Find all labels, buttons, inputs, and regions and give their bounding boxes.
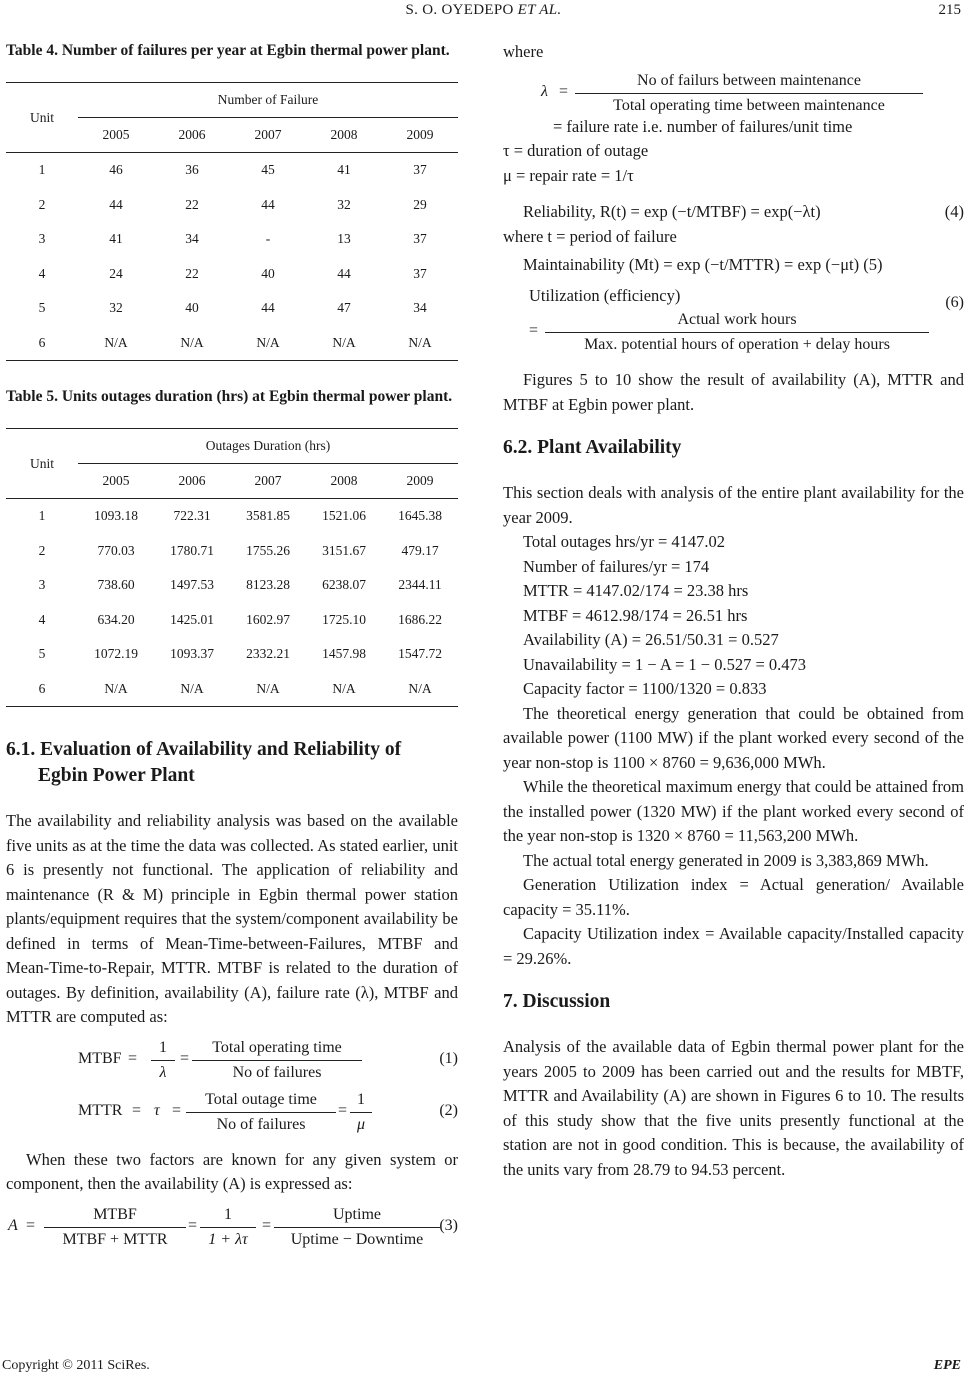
calc-line: MTBF = 4612.98/174 = 26.51 hrs [523, 605, 748, 625]
table5 [6, 428, 458, 707]
copyright-notice: Copyright © 2011 SciRes. [2, 1358, 150, 1373]
table-cell: 44 [261, 196, 275, 212]
table4-group-header: Number of Failure [78, 83, 458, 118]
table5-caption: Table 5. Units outages duration (hrs) at Egbin thermal power plant. [6, 388, 453, 405]
table-cell-unit: 6 [6, 672, 78, 707]
table-cell: N/A [306, 326, 382, 361]
section-6-1-paragraph: The availability and reliability analysis was based on the available five units as at the time the data was collected. As stated earlier, unit 6 is presently not functional. The application of reliability and maintenance (R & M) principle in Egbin thermal power station plants/equipment requires that the system/component availability be defined in terms of Mean-Time-between-Failures, MTBF and Mean-Time-to-Repair, MTTR. MTBF is related to the duration of outages. By definition, availability (A), failure rate (λ), MTBF and MTTR are computed as: [6, 811, 458, 1026]
eq3-fraction-1: MTBF MTBF + MTTR [44, 1205, 186, 1250]
table-cell: 738.60 [97, 577, 135, 593]
where-t-definition: where t = period of failure [503, 226, 677, 246]
table5-year-header: 2005 [78, 464, 154, 499]
eq2-number: (2) [439, 1101, 458, 1119]
table-cell-unit: 3 [38, 231, 46, 247]
calc-line: Unavailability = 1 − A = 1 − 0.527 = 0.473 [523, 654, 807, 674]
table-cell: 479.17 [401, 542, 439, 558]
lambda-definition: λ = No of failurs between maintenance Total operating time between maintenance [503, 71, 964, 115]
table-row [6, 257, 458, 292]
eq2-fraction-1: Total outage time No of failures [186, 1090, 336, 1135]
section-6-1-heading-cont: Egbin Power Plant [38, 765, 195, 786]
table-cell-unit: 5 [38, 300, 46, 316]
section-6-2-heading: 6.2. Plant Availability [503, 437, 682, 458]
table-cell: 44 [261, 300, 275, 316]
table4-year-header: 2005 [78, 118, 154, 153]
eq6-fraction: Actual work hours Max. potential hours of operation + delay hours [545, 310, 929, 355]
table-cell: 3581.85 [246, 508, 290, 524]
table-cell: 29 [413, 196, 427, 212]
table-cell: 13 [337, 231, 351, 247]
lambda-fraction: No of failurs between maintenance Total operating time between maintenance [575, 71, 923, 116]
table-cell-unit: 4 [38, 611, 46, 627]
table-cell: 22 [185, 196, 199, 212]
table-cell: - [265, 231, 271, 247]
table-cell-unit: 3 [38, 577, 46, 593]
table-cell: N/A [382, 326, 458, 361]
table-cell: 1755.26 [246, 542, 290, 558]
table-row [6, 222, 458, 257]
table-cell: 32 [337, 196, 351, 212]
table-cell: N/A [78, 672, 154, 707]
table-row [6, 568, 458, 603]
eq3-fraction-2: $\frac{1}{1 + \lambda\tau}$ [200, 1205, 256, 1250]
calc-line: Availability (A) = 26.51/50.31 = 0.527 [523, 630, 779, 649]
table-cell: 36 [185, 162, 199, 178]
table-cell: 44 [109, 196, 123, 212]
table-cell: N/A [306, 672, 382, 707]
table-cell: N/A [230, 326, 306, 361]
calc-line: Capacity factor = 1100/1320 = 0.833 [523, 679, 767, 698]
table-cell: 1497.53 [170, 577, 214, 593]
running-head-etal: ET AL. [517, 2, 562, 18]
table-cell: 2344.11 [398, 577, 442, 593]
paragraph-actual: The actual total energy generated in 2009 is 3,383,869 MWh. [523, 850, 929, 870]
table-cell-unit: 2 [38, 196, 46, 212]
table-row [6, 637, 458, 672]
table-cell: 1521.06 [322, 508, 366, 524]
table-cell: 8123.28 [246, 577, 290, 593]
eq1-fraction-2: Total operating time No of failures [192, 1038, 362, 1083]
table-cell: 1457.98 [322, 646, 366, 662]
table-cell: 1093.18 [94, 508, 138, 524]
table4 [6, 82, 458, 361]
table4-unit-header: Unit [6, 83, 78, 153]
failure-rate-definition: = failure rate i.e. number of failures/unit time [553, 116, 853, 136]
calc-line: Total outages hrs/yr = 4147.02 [523, 532, 725, 551]
calculation-list [503, 530, 964, 702]
eq6-number: (6) [945, 294, 964, 311]
table5-year-header: 2008 [306, 464, 382, 499]
paragraph-capacity-utilization: Capacity Utilization index = Available capacity/Installed capacity = 29.26%. [503, 924, 964, 968]
table-cell: 41 [337, 162, 351, 178]
table4-year-header: 2008 [306, 118, 382, 153]
table-cell: 37 [413, 265, 427, 281]
table-cell-unit: 5 [38, 646, 46, 662]
table-cell: N/A [78, 326, 154, 361]
table-cell: 45 [261, 162, 275, 178]
eq1-fraction-1: $\frac{1}{\lambda}$ [151, 1038, 175, 1083]
journal-abbreviation: EPE [933, 1358, 961, 1373]
table-cell: 1425.01 [170, 611, 214, 627]
running-head-author: S. O. OYEDEPO [405, 2, 514, 18]
table4-year-header: 2007 [230, 118, 306, 153]
table-cell: 1686.22 [398, 611, 442, 627]
table-cell: 47 [337, 300, 351, 316]
table-cell: 22 [185, 265, 199, 281]
mu-definition: μ = repair rate = 1/τ [503, 165, 634, 185]
table-row [6, 499, 458, 534]
table-cell: 1780.71 [170, 542, 214, 558]
tau-definition: τ = duration of outage [503, 141, 649, 160]
table-cell: 1547.72 [398, 646, 442, 662]
equation-3: A = MTBF MTBF + MTTR = $\frac{1}{1 + \lambda\tau}$ = Uptime Uptime − Downtime (3) [8, 1205, 458, 1248]
equation-1: MTBF = $\frac{1}{\lambda}$ = Total operating time No of failures (1) [78, 1038, 458, 1081]
where-label: where [503, 42, 544, 61]
table5-year-header: 2007 [230, 464, 306, 499]
table-cell: 44 [337, 265, 351, 281]
table5-unit-header: Unit [6, 429, 78, 499]
eq4-number: (4) [944, 202, 964, 221]
equation-5: Maintainability (Mt) = exp (−t/MTTR) = exp (−μt) (5) [523, 255, 883, 274]
table-cell: 24 [109, 265, 123, 281]
section-6-1-heading: 6.1. Evaluation of Availability and Reliability of [6, 739, 402, 760]
eq3-lhs: A [8, 1216, 18, 1234]
table-cell: 770.03 [97, 542, 135, 558]
equation-2: MTTR = τ = Total outage time No of failures = $\frac{1}{\mu}$ (2) [78, 1090, 458, 1133]
section-7-heading: 7. Discussion [503, 991, 611, 1012]
table-cell-unit: 1 [38, 508, 46, 524]
table-row [6, 672, 458, 707]
table-cell-unit: 1 [38, 162, 46, 178]
table-cell: 40 [185, 300, 199, 316]
table-cell: N/A [230, 672, 306, 707]
table-cell-unit: 6 [6, 326, 78, 361]
section-6-1-after-eq2: When these two factors are known for any given system or component, then the availability (A) is expressed as: [6, 1149, 458, 1193]
paragraph-theoretical: The theoretical energy generation that could be obtained from available power (1100 MW) if the plant worked every second of the year non-stop is 1100 × 8760 = 9,636,000 MWh. [503, 703, 964, 772]
table-cell-unit: 2 [38, 542, 46, 558]
table-row [6, 188, 458, 223]
section-6-2-intro: This section deals with analysis of the entire plant availability for the year 2009. [503, 483, 964, 527]
table4-caption: Table 4. Number of failures per year at Egbin thermal power plant. [6, 42, 450, 59]
table-cell: 32 [109, 300, 123, 316]
table-cell: 37 [413, 162, 427, 178]
table-cell: 34 [413, 300, 427, 316]
right-column [503, 40, 964, 1182]
lambda-lhs: λ [541, 82, 548, 100]
table-cell: N/A [154, 672, 230, 707]
table-cell: 34 [185, 231, 199, 247]
table-cell: 1725.10 [322, 611, 366, 627]
table-cell: 634.20 [97, 611, 135, 627]
table-cell: N/A [154, 326, 230, 361]
equation-6: = Actual work hours Max. potential hours of operation + delay hours (6) [529, 294, 964, 353]
table-cell: 37 [413, 231, 427, 247]
table-cell: 1072.19 [94, 646, 138, 662]
table-cell: 46 [109, 162, 123, 178]
table-cell: 41 [109, 231, 123, 247]
table-row [6, 326, 458, 361]
table-row [6, 291, 458, 326]
eq6-lhs: Utilization (efficiency) [529, 285, 681, 305]
page-number: 215 [938, 2, 961, 18]
eq2-lhs: MTTR [78, 1101, 123, 1119]
table-row [6, 603, 458, 638]
eq1-number: (1) [439, 1049, 458, 1067]
table-cell: 2332.21 [246, 646, 290, 662]
calc-line: MTTR = 4147.02/174 = 23.38 hrs [523, 581, 749, 600]
table5-year-header: 2006 [154, 464, 230, 499]
table-cell: 3151.67 [322, 542, 366, 558]
table-row [6, 534, 458, 569]
table-cell-unit: 4 [38, 265, 46, 281]
table5-group-header: Outages Duration (hrs) [78, 429, 458, 464]
section-7-paragraph: Analysis of the available data of Egbin thermal power plant for the years 2005 to 2009 has been carried out and the results for MBTF, MTTR and Availability (A) are shown in Figures 6 to 10. The results of this study show that the five units presently functional at the station are not in good condition. This is because, the availability of the units vary from 28.79 to 94.53 percent. [503, 1037, 964, 1179]
eq1-lhs: MTBF [78, 1049, 122, 1067]
equation-4: Reliability, R(t) = exp (−t/MTBF) = exp(−λt) (4) [503, 200, 964, 225]
table-cell: 1602.97 [246, 611, 290, 627]
table-cell: 6238.07 [322, 577, 366, 593]
table-cell: N/A [382, 672, 458, 707]
table4-year-header: 2006 [154, 118, 230, 153]
running-head [0, 0, 967, 24]
paragraph-generation-utilization: Generation Utilization index = Actual generation/ Available capacity = 35.11%. [503, 875, 964, 919]
figures-note: Figures 5 to 10 show the result of availability (A), MTTR and MTBF at Egbin power plant. [503, 370, 964, 414]
paragraph-maximum: While the theoretical maximum energy that could be attained from the installed power (1320 MW) if the plant worked every second of the year non-stop is 1320 × 8760 = 11,563,200 MWh. [503, 777, 964, 845]
eq3-number: (3) [439, 1216, 458, 1234]
table-cell: 1645.38 [398, 508, 442, 524]
table4-year-header: 2009 [382, 118, 458, 153]
eq3-fraction-3: Uptime Uptime − Downtime [274, 1205, 440, 1250]
calc-line: Number of failures/yr = 174 [523, 556, 710, 576]
table-cell: 40 [261, 265, 275, 281]
left-column [6, 40, 458, 1251]
eq2-fraction-2: $\frac{1}{\mu}$ [350, 1090, 372, 1135]
table-cell: 1093.37 [170, 646, 214, 662]
table-cell: 722.31 [173, 508, 211, 524]
table-row [6, 153, 458, 188]
table5-year-header: 2009 [382, 464, 458, 499]
